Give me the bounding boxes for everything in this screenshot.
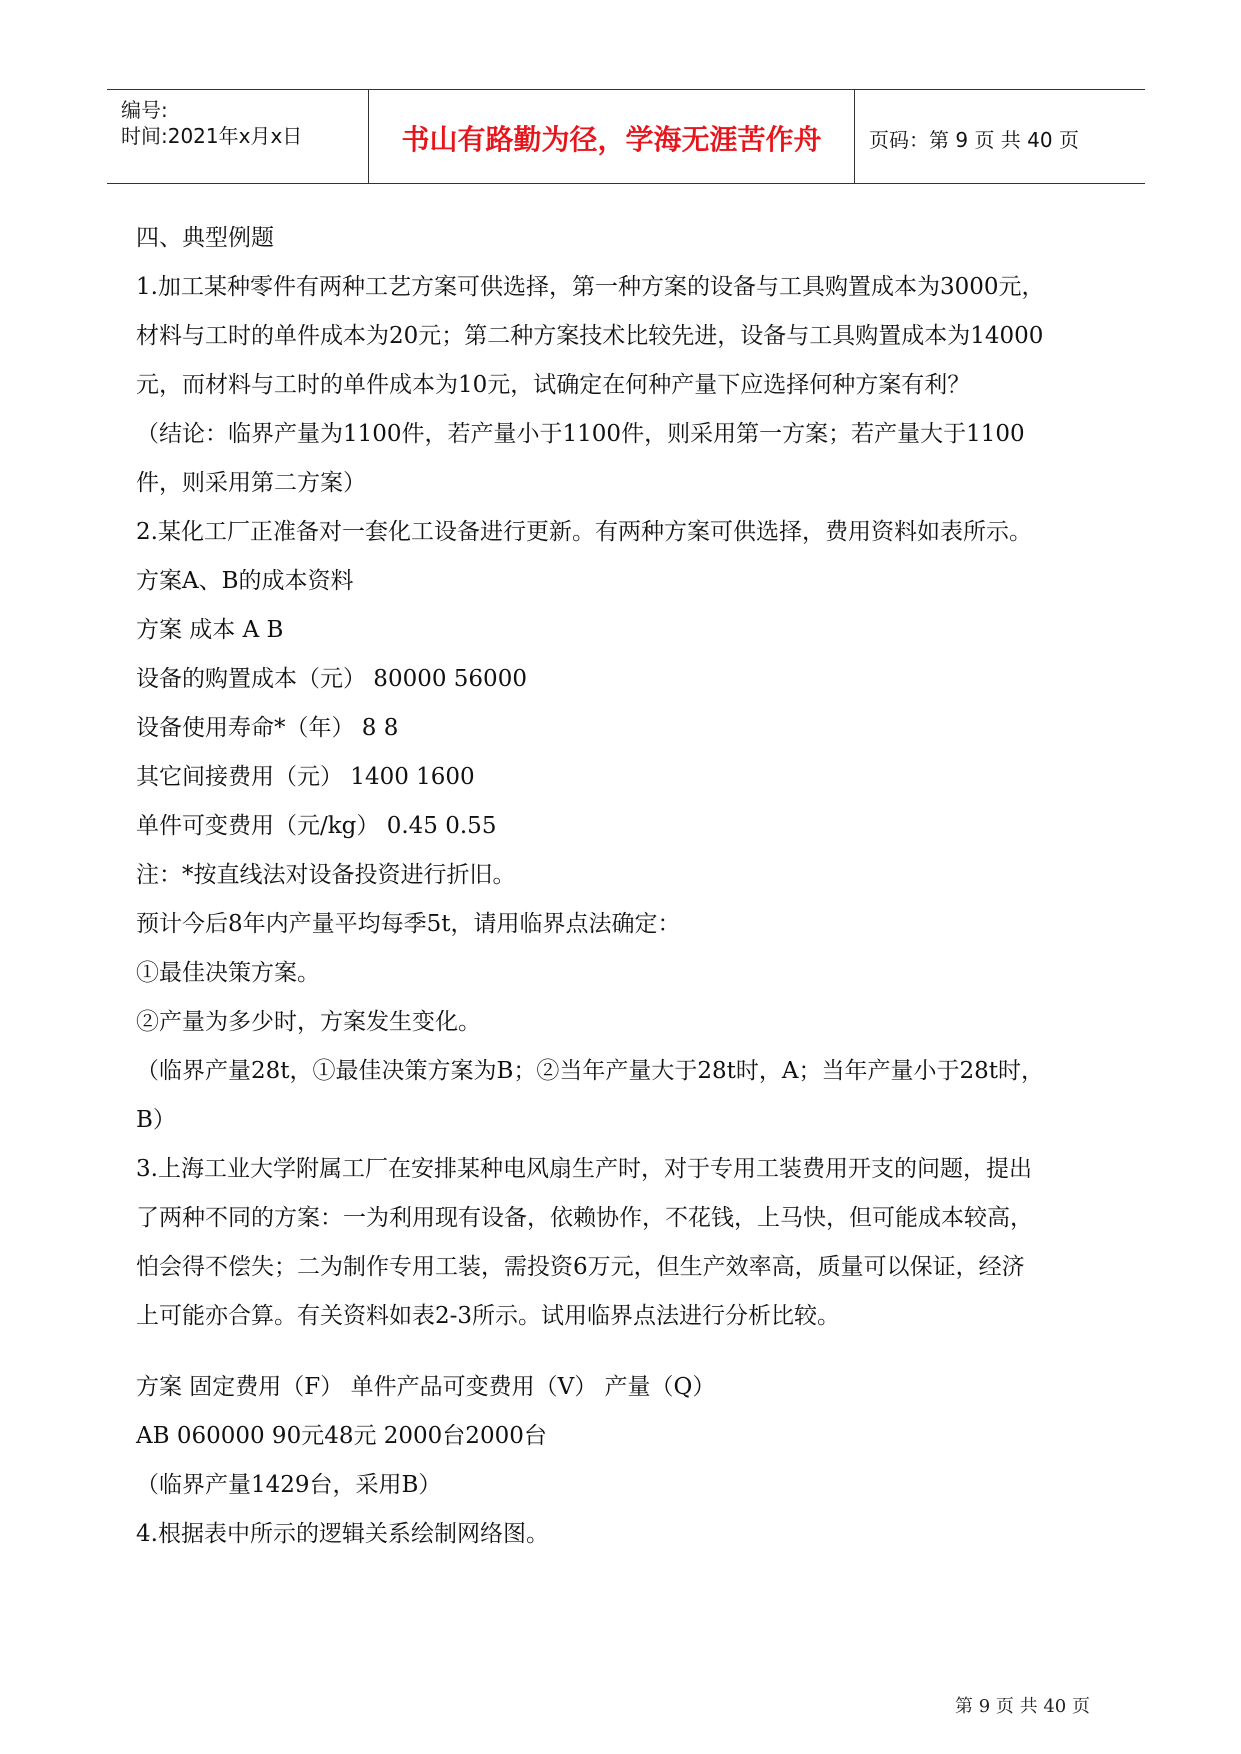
body-line: 件，则采用第二方案）	[136, 470, 366, 496]
document-number-label: 编号:	[121, 98, 168, 122]
body-line: B）	[136, 1107, 176, 1133]
page-header	[107, 89, 1145, 184]
body-line: 1.加工某种零件有两种工艺方案可供选择，第一种方案的设备与工具购置成本为3000元，	[136, 274, 1045, 300]
body-line: （结论：临界产量为1100件，若产量小于1100件，则采用第一方案；若产量大于1100	[136, 421, 1025, 447]
table-line: AB 060000 90元48元 2000台2000台	[136, 1423, 547, 1449]
body-line: ①最佳决策方案。	[136, 960, 320, 986]
document-time-label: 时间:2021年x月x日	[121, 124, 303, 148]
body-line: 3.上海工业大学附属工厂在安排某种电风扇生产时，对于专用工装费用开支的问题，提出	[136, 1156, 1032, 1182]
body-line: （临界产量28t，①最佳决策方案为B；②当年产量大于28t时，A；当年产量小于28t时，	[136, 1058, 1045, 1084]
body-line: 了两种不同的方案：一为利用现有设备，依赖协作，不花钱，上马快，但可能成本较高，	[136, 1205, 1033, 1231]
body-line: 注：*按直线法对设备投资进行折旧。	[136, 862, 516, 888]
body-line: 怕会得不偿失；二为制作专用工装，需投资6万元，但生产效率高，质量可以保证，经济	[136, 1254, 1025, 1280]
table-line: 方案 固定费用（F） 单件产品可变费用（V） 产量（Q）	[136, 1374, 716, 1400]
body-line: 上可能亦合算。有关资料如表2-3所示。试用临界点法进行分析比较。	[136, 1303, 841, 1329]
body-line: 方案A、B的成本资料	[136, 568, 354, 594]
body-line: 4.根据表中所示的逻辑关系绘制网络图。	[136, 1521, 549, 1547]
header-motto-cell	[369, 90, 855, 183]
table-line: 其它间接费用（元） 1400 1600	[136, 764, 475, 790]
body-line: 预计今后8年内产量平均每季5t，请用临界点法确定：	[136, 911, 681, 937]
section-heading: 四、典型例题	[136, 225, 274, 251]
table-line: 设备使用寿命*（年） 8 8	[136, 715, 399, 741]
header-motto: 书山有路勤为径，学海无涯苦作舟	[401, 123, 822, 156]
table-line: 设备的购置成本（元） 80000 56000	[136, 666, 527, 692]
document-body	[136, 214, 1126, 1559]
body-line: 元，而材料与工时的单件成本为10元，试确定在何种产量下应选择何种方案有利？	[136, 372, 971, 398]
table-line: 单件可变费用（元/kg） 0.45 0.55	[136, 813, 497, 839]
body-line: 2.某化工厂正准备对一套化工设备进行更新。有两种方案可供选择，费用资料如表所示。	[136, 519, 1032, 545]
body-line: 材料与工时的单件成本为20元；第二种方案技术比较先进，设备与工具购置成本为14000	[136, 323, 1044, 349]
page-footer: 第 9 页 共 40 页	[955, 1696, 1090, 1717]
header-page-cell	[855, 90, 1145, 183]
body-line: ②产量为多少时，方案发生变化。	[136, 1009, 481, 1035]
body-line: （临界产量1429台，采用B）	[136, 1472, 442, 1498]
header-page-number: 页码：第 9 页 共 40 页	[869, 128, 1079, 152]
header-meta-cell	[107, 90, 369, 183]
table-line: 方案 成本 A B	[136, 617, 284, 643]
